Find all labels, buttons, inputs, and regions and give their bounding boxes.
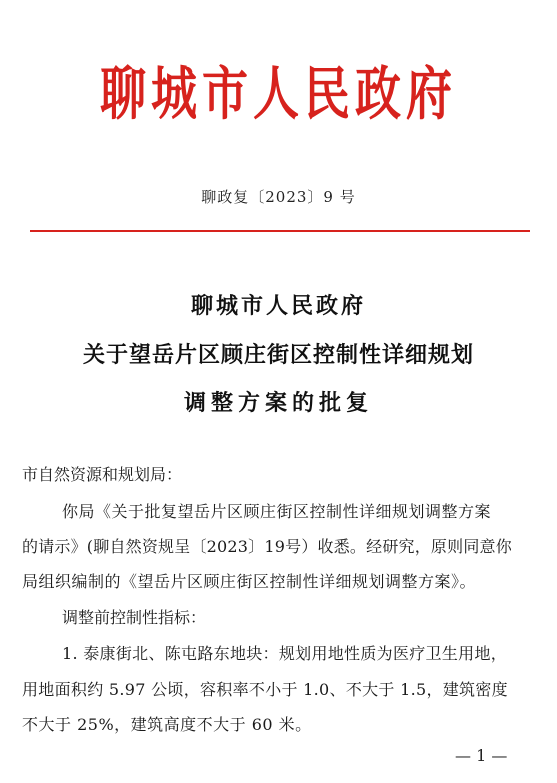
item-1-line-1: 1. 泰康街北、陈屯路东地块：规划用地性质为医疗卫生用地，	[62, 644, 508, 663]
item-1-line-2: 用地面积约 5.97 公顷，容积率不小于 1.0、不大于 1.5，建筑密度	[22, 680, 508, 699]
letterhead-org-title: 聊城市人民政府	[100, 59, 457, 128]
title-line-2: 关于望岳片区顾庄街区控制性详细规划	[82, 343, 474, 368]
section-heading: 调整前控制性指标：	[62, 608, 207, 627]
document-number: 聊政复〔2023〕9 号	[201, 188, 356, 206]
title-line-3: 调整方案的批复	[183, 391, 373, 416]
page-number: — 1 —	[455, 746, 508, 765]
addressee: 市自然资源和规划局：	[22, 465, 183, 484]
paragraph-1-line-3: 局组织编制的《望岳片区顾庄街区控制性详细规划调整方案》。	[22, 572, 477, 591]
paragraph-1-line-2: 的请示》(聊自然资规呈〔2023〕19号）收悉。经研究，原则同意你	[22, 537, 512, 556]
red-divider-line	[30, 230, 530, 232]
item-1-line-3: 不大于 25%，建筑高度不大于 60 米。	[22, 715, 312, 734]
title-line-1: 聊城市人民政府	[190, 294, 366, 319]
paragraph-1-line-1: 你局《关于批复望岳片区顾庄街区控制性详细规划调整方案	[62, 502, 492, 521]
